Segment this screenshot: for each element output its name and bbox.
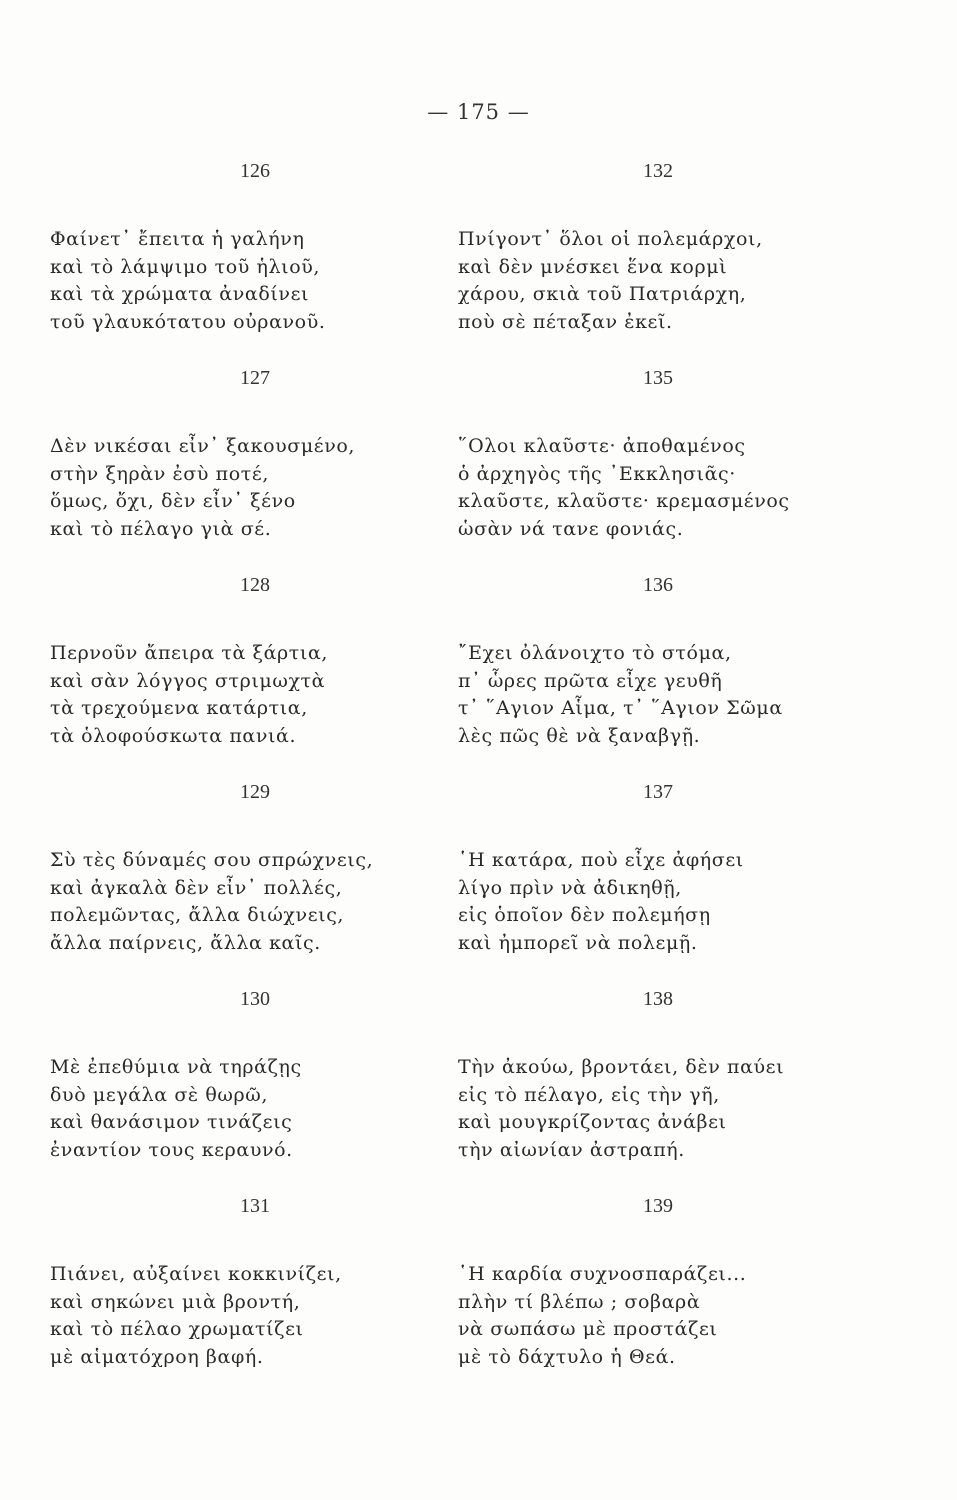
verse-line: πολεμῶντας, ἄλλα διώχνεις, [50,904,345,926]
verse-line: π᾽ ὧρες πρῶτα εἶχε γευθῆ [458,669,723,692]
verse-line: ἄλλα παίρνεις, ἄλλα καῖς. [50,931,321,954]
verse-line: ῞Ολοι κλαῦστε· ἀποθαμένος [458,435,746,457]
stanza [458,781,898,988]
stanza-number: 136 [643,574,673,596]
stanza [50,1195,450,1402]
verse-line: ῾Η καρδία συχνοσπαράζει... [458,1263,747,1285]
verse-line: μὲ τὸ δάχτυλο ἡ Θεά. [458,1345,676,1368]
stanza [50,781,450,988]
stanza [458,574,898,781]
verse-line: καὶ δὲν μνέσκει ἕνα κορμὶ [458,255,728,278]
verse-line: εἰς ὁποῖον δὲν πολεμήσῃ [458,904,711,926]
right-column [458,160,898,1402]
verse-line: καὶ τὰ χρώματα ἀναδίνει [50,283,310,305]
verse-line: καὶ σηκώνει μιὰ βροντή, [50,1290,301,1313]
verse-line: ὅμως, ὄχι, δὲν εἶν᾽ ξένο [50,490,296,512]
verse-line: ῾Η κατάρα, ποὺ εἶχε ἀφήσει [458,849,744,871]
verse-line: μὲ αἱματόχροη βαφή. [50,1345,264,1368]
stanza-number: 131 [240,1195,270,1217]
verse-line: ὁ ἀρχηγὸς τῆς ᾿Εκκλησιᾶς· [458,462,736,485]
verse-line: Φαίνετ᾽ ἔπειτα ἡ γαλήνη [50,228,305,250]
verse-line: καὶ τὸ λάμψιμο τοῦ ἡλιοῦ, [50,255,321,278]
verse-line: Δὲν νικέσαι εἶν᾽ ξακουσμένο, [50,435,356,457]
verse-line: τοῦ γλαυκότατου οὐρανοῦ. [50,310,326,333]
verse-line: καὶ σὰν λόγγος στριμωχτὰ [50,669,326,692]
verse-line: Σὺ τὲς δύναμές σου σπρώχνεις, [50,849,374,871]
verse-line: τ᾽ ῞Αγιον Αἷμα, τ᾽ ῞Αγιον Σῶμα [458,697,783,719]
stanza [50,574,450,781]
verse-line: κλαῦστε, κλαῦστε· κρεμασμένος [458,490,790,512]
stanza [50,160,450,367]
stanza-number: 130 [240,988,270,1010]
verse-line: Περνοῦν ἄπειρα τὰ ξάρτια, [50,642,329,664]
verse-line: λὲς πῶς θὲ νὰ ξαναβγῇ. [458,724,701,747]
stanza-number: 137 [643,781,673,803]
verse-line: ἐναντίον τους κεραυνό. [50,1138,293,1161]
verse-line: Πιάνει, αὐξαίνει κοκκινίζει, [50,1263,342,1285]
stanza [458,367,898,574]
stanza [458,160,898,367]
verse-line: ὡσὰν νά τανε φονιάς. [458,517,684,540]
stanza-number: 138 [643,988,673,1010]
verse-line: καὶ ἠμπορεῖ νὰ πολεμῇ. [458,931,698,954]
stanza-number: 139 [643,1195,673,1217]
verse-line: Τὴν ἀκούω, βροντάει, δὲν παύει [458,1056,785,1078]
verse-line: Μὲ ἐπεθύμια νὰ τηράζῃς [50,1056,302,1078]
stanza [50,988,450,1195]
verse-line: εἰς τὸ πέλαγο, εἰς τὴν γῆ, [458,1083,720,1106]
verse-line: δυὸ μεγάλα σὲ θωρῶ, [50,1083,268,1106]
verse-line: λίγο πρὶν νὰ ἀδικηθῇ, [458,876,682,899]
left-column [50,160,450,1402]
page-number: — 175 — [427,100,530,124]
verse-line: πλὴν τί βλέπω ; σοβαρὰ [458,1290,701,1313]
verse-line: ῎Εχει ὀλάνοιχτο τὸ στόμα, [458,642,732,664]
verse-line: καὶ τὸ πέλαγο γιὰ σέ. [50,517,272,540]
stanza-number: 132 [643,160,673,182]
stanza-number: 129 [240,781,270,803]
stanza-number: 126 [240,160,270,182]
verse-line: καὶ μουγκρίζοντας ἀνάβει [458,1111,727,1133]
verse-line: στὴν ξηρὰν ἐσὺ ποτέ, [50,462,269,485]
verse-line: Πνίγοντ᾽ ὅλοι οἱ πολεμάρχοι, [458,228,763,250]
verse-line: νὰ σωπάσω μὲ προστάζει [458,1318,718,1340]
stanza [458,988,898,1195]
stanza [50,367,450,574]
stanza-number: 127 [240,367,270,389]
stanza-number: 135 [643,367,673,389]
verse-line: τὴν αἰωνίαν ἀστραπή. [458,1138,685,1161]
verse-line: τὰ τρεχούμενα κατάρτια, [50,697,308,719]
verse-line: χάρου, σκιὰ τοῦ Πατριάρχη, [458,283,747,305]
verse-line: καὶ ἀγκαλὰ δὲν εἶν᾽ πολλές, [50,876,343,899]
stanza [458,1195,898,1402]
verse-line: τὰ ὁλοφούσκωτα πανιά. [50,724,297,747]
verse-line: καὶ τὸ πέλαο χρωματίζει [50,1318,304,1340]
stanza-number: 128 [240,574,270,596]
verse-line: καὶ θανάσιμον τινάζεις [50,1111,293,1133]
verse-line: ποὺ σὲ πέταξαν ἐκεῖ. [458,310,673,333]
